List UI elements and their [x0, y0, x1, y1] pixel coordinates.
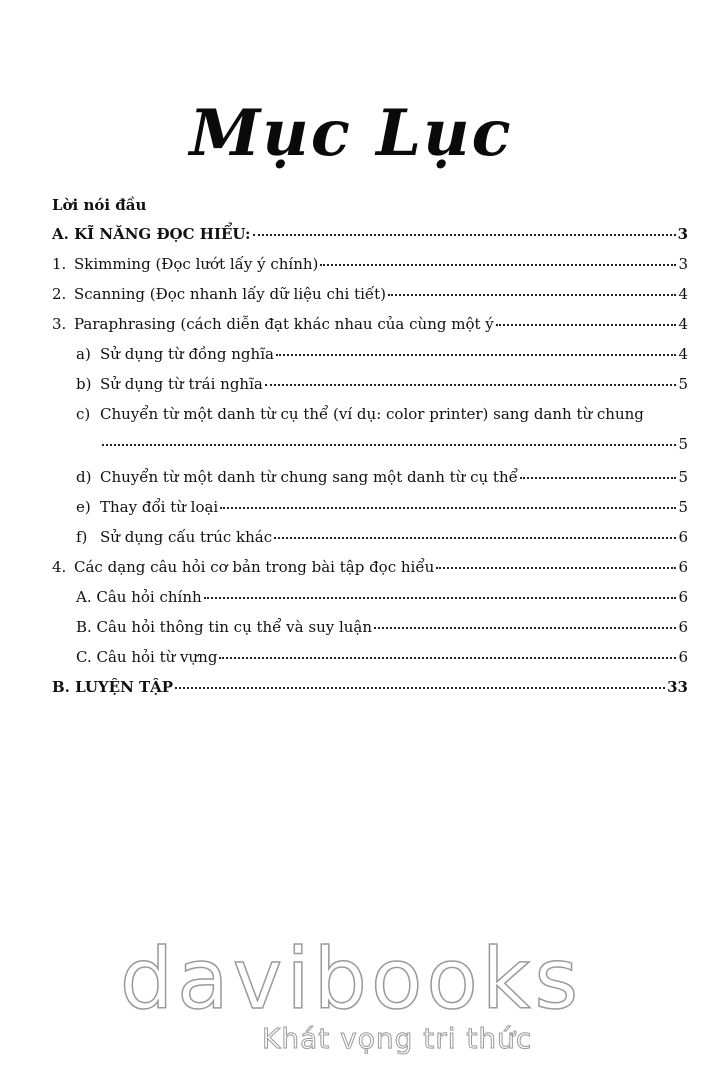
dot-leader	[520, 477, 677, 479]
toc-page-number: 4	[678, 315, 688, 333]
dot-leader	[374, 627, 676, 629]
toc-page-number: 3	[678, 255, 688, 273]
toc-number: b)	[76, 375, 92, 393]
toc-item-1[interactable]	[52, 255, 688, 273]
toc-section-a[interactable]	[52, 225, 688, 243]
toc-item-4c[interactable]	[76, 648, 688, 666]
toc-preface[interactable]	[52, 196, 146, 214]
dot-leader	[436, 567, 676, 569]
toc-item-3b[interactable]	[76, 375, 688, 393]
toc-number: d)	[76, 468, 92, 486]
toc-item-3e[interactable]	[76, 498, 688, 516]
toc-page-number: 3	[677, 225, 688, 243]
toc-item-3[interactable]	[52, 315, 688, 333]
toc-item-3f[interactable]	[76, 528, 688, 546]
toc-label: B. LUYỆN TẬP	[52, 678, 174, 696]
toc-item-3c-line[interactable]	[76, 405, 644, 423]
toc-page-number: 5	[678, 498, 688, 516]
toc-label: Các dạng câu hỏi cơ bản trong bài tập đọc hiểu	[74, 558, 435, 576]
toc-label: Paraphrasing (cách diễn đạt khác nhau của cùng một ý	[74, 315, 494, 333]
dot-leader	[496, 324, 677, 326]
toc-number: 3.	[52, 315, 67, 333]
dot-leader	[219, 657, 676, 659]
toc-item-2[interactable]	[52, 285, 688, 303]
toc-label: A. Câu hỏi chính	[76, 588, 202, 606]
toc-label: Chuyển từ một danh từ cụ thể (ví dụ: color printer) sang danh từ chung	[100, 405, 644, 423]
toc-page-number: 4	[678, 345, 688, 363]
toc-page-number: 4	[678, 285, 688, 303]
watermark-tagline: Khát vọng tri thức	[262, 1022, 533, 1055]
dot-leader	[265, 384, 677, 386]
toc-label: C. Câu hỏi từ vựng	[76, 648, 218, 666]
toc-label: Sử dụng cấu trúc khác	[100, 528, 273, 546]
toc-number: c)	[76, 405, 91, 423]
toc-number: a)	[76, 345, 91, 363]
toc-label: Skimming (Đọc lướt lấy ý chính)	[74, 255, 319, 273]
toc-item-3c-leader[interactable]	[100, 435, 688, 453]
toc-number: e)	[76, 498, 91, 516]
toc-item-3a[interactable]	[76, 345, 688, 363]
toc-number: f)	[76, 528, 88, 546]
toc-label: Sử dụng từ trái nghĩa	[100, 375, 263, 393]
toc-item-3d[interactable]	[76, 468, 688, 486]
toc-page-number: 5	[678, 468, 688, 486]
dot-leader	[204, 597, 677, 599]
dot-leader	[175, 687, 665, 689]
toc-number: 2.	[52, 285, 67, 303]
page-title: Mục Lục	[189, 96, 513, 171]
toc-label: Scanning (Đọc nhanh lấy dữ liệu chi tiết)	[74, 285, 387, 303]
toc-label: Lời nói đầu	[52, 196, 147, 214]
toc-label: Chuyển từ một danh từ chung sang một danh từ cụ thể	[100, 468, 518, 486]
toc-page-number: 5	[678, 375, 688, 393]
dot-leader	[388, 294, 676, 296]
dot-leader	[274, 537, 676, 539]
toc-page-number: 6	[678, 558, 688, 576]
toc-section-b[interactable]	[52, 678, 688, 696]
toc-number: 1.	[52, 255, 67, 273]
toc-item-4b[interactable]	[76, 618, 688, 636]
toc-number: 4.	[52, 558, 67, 576]
toc-page-number: 5	[678, 435, 688, 453]
dot-leader	[320, 264, 676, 266]
dot-leader	[276, 354, 677, 356]
dot-leader	[253, 234, 676, 236]
toc-item-4a[interactable]	[76, 588, 688, 606]
dot-leader	[220, 507, 676, 509]
toc-page-number: 6	[678, 588, 688, 606]
toc-page-number: 33	[667, 678, 688, 696]
toc-page-number: 6	[678, 618, 688, 636]
toc-page-number: 6	[678, 648, 688, 666]
toc-page-number: 6	[678, 528, 688, 546]
toc-label: Thay đổi từ loại	[100, 498, 219, 516]
toc-label: A. KĨ NĂNG ĐỌC HIỂU:	[52, 225, 251, 243]
watermark-logo: davibooks	[119, 930, 583, 1028]
toc-label: Sử dụng từ đồng nghĩa	[100, 345, 274, 363]
dot-leader	[102, 444, 676, 446]
toc-item-4[interactable]	[52, 558, 688, 576]
toc-label: B. Câu hỏi thông tin cụ thể và suy luận	[76, 618, 373, 636]
